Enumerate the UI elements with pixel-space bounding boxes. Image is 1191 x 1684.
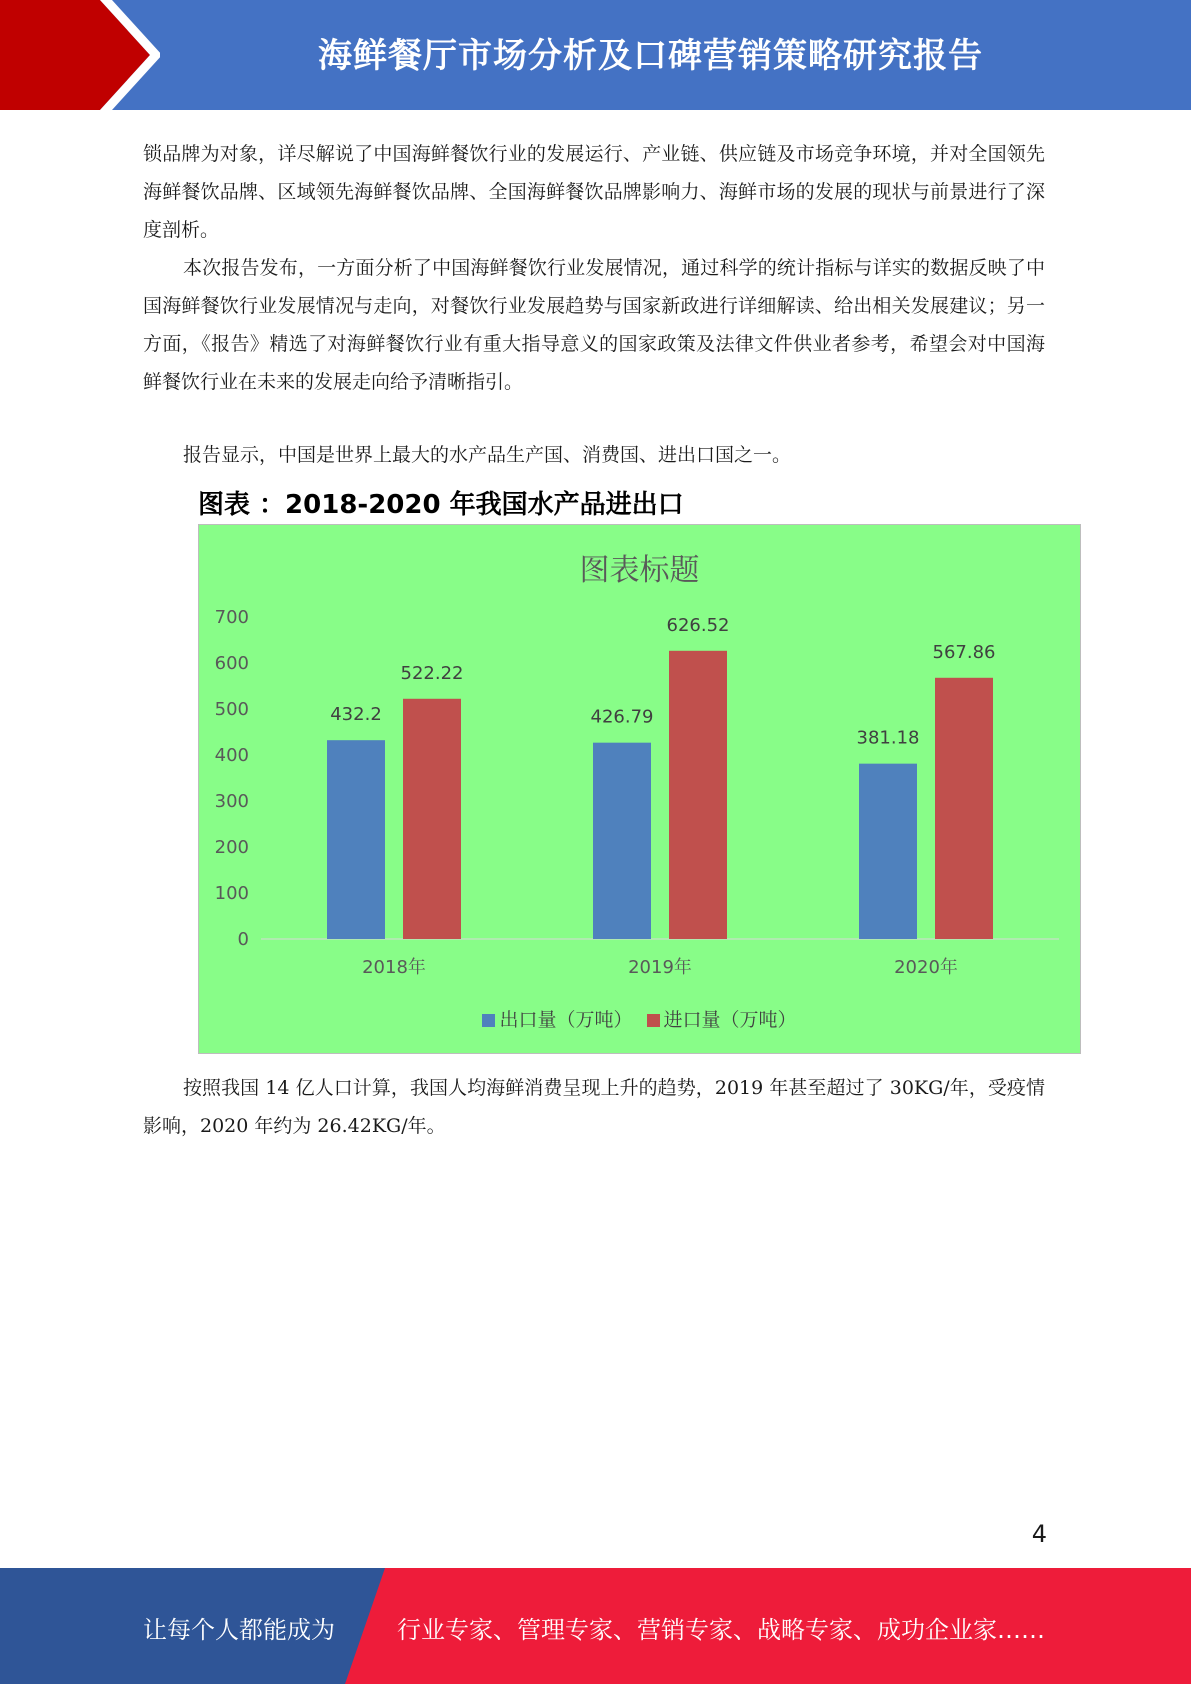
legend-item-import: [647, 1005, 797, 1032]
y-tick-label-5: 500: [214, 699, 249, 720]
bar-export-2: [859, 764, 917, 939]
footer-slogan-left: 让每个人都能成为: [143, 1616, 335, 1644]
x-tick-label-0: 2018年: [362, 957, 426, 978]
paragraph-3: 报告显示，中国是世界上最大的水产品生产国、消费国、进出口国之一。: [183, 444, 792, 466]
header-arrow-decoration: [0, 0, 160, 110]
x-tick-label-2: 2020年: [894, 957, 958, 978]
report-title: 海鲜餐厅市场分析及口碑营销策略研究报告: [318, 36, 983, 76]
bar-import-1: [669, 651, 727, 939]
y-tick-label-2: 200: [214, 837, 249, 858]
chart-title: 图表标题: [579, 553, 700, 588]
data-label-export-1: 426.79: [590, 706, 654, 728]
legend-label-import: 进口量（万吨）: [663, 1009, 797, 1031]
page-footer: [0, 1568, 1191, 1684]
paragraph-4: 按照我国 14 亿人口计算，我国人均海鲜消费呈现上升的趋势，2019 年甚至超过了 30KG/年，受疫情影响，2020 年约为 26.42KG/年。: [143, 1077, 1045, 1137]
data-label-import-1: 626.52: [666, 614, 730, 636]
chart-caption: 图表 ：2018-2020 年我国水产品进出口: [198, 490, 684, 520]
bar-export-0: [327, 740, 385, 939]
y-tick-label-4: 400: [214, 745, 249, 766]
y-tick-label-1: 100: [214, 883, 249, 904]
bar-import-0: [403, 699, 461, 939]
y-tick-label-6: 600: [214, 653, 249, 674]
page-number: 4: [1031, 1520, 1047, 1548]
data-label-export-2: 381.18: [856, 727, 920, 749]
chart-legend: [199, 1005, 1080, 1032]
footer-slogan-right: 行业专家、管理专家、营销专家、战略专家、成功企业家……: [397, 1616, 1045, 1644]
x-tick-label-1: 2019年: [628, 957, 692, 978]
legend-item-export: [482, 1005, 632, 1032]
legend-label-export: 出口量（万吨）: [499, 1009, 633, 1031]
data-label-import-2: 567.86: [932, 641, 996, 663]
paragraph-1: 锁品牌为对象，详尽解说了中国海鲜餐饮行业的发展运行、产业链、供应链及市场竞争环境，并对全国领先海鲜餐饮品牌、区域领先海鲜餐饮品牌、全国海鲜餐饮品牌影响力、海鲜市场的发展的现状与前景进行了深度剖析。: [143, 143, 1045, 241]
data-label-import-0: 522.22: [400, 662, 464, 684]
y-tick-label-7: 700: [214, 607, 249, 628]
bar-export-1: [593, 743, 651, 939]
y-tick-label-3: 300: [214, 791, 249, 812]
chart-plot: [199, 525, 1082, 1055]
data-label-export-0: 432.2: [330, 704, 382, 726]
bar-import-2: [935, 678, 993, 939]
y-tick-label-0: 0: [237, 929, 249, 950]
legend-swatch-import: [647, 1014, 660, 1027]
page-header: [0, 0, 1191, 110]
paragraph-2: 本次报告发布，一方面分析了中国海鲜餐饮行业发展情况，通过科学的统计指标与详实的数据反映了中国海鲜餐饮行业发展情况与走向，对餐饮行业发展趋势与国家新政进行详细解读、给出相关发展建议；另一方面，《报告》精选了对海鲜餐饮行业有重大指导意义的国家政策及法律文件供业者参考，希望会对中国海鲜餐饮行业在未来的发展走向给予清晰指引。: [143, 257, 1045, 393]
bar-chart: [198, 524, 1081, 1054]
legend-swatch-export: [482, 1014, 495, 1027]
